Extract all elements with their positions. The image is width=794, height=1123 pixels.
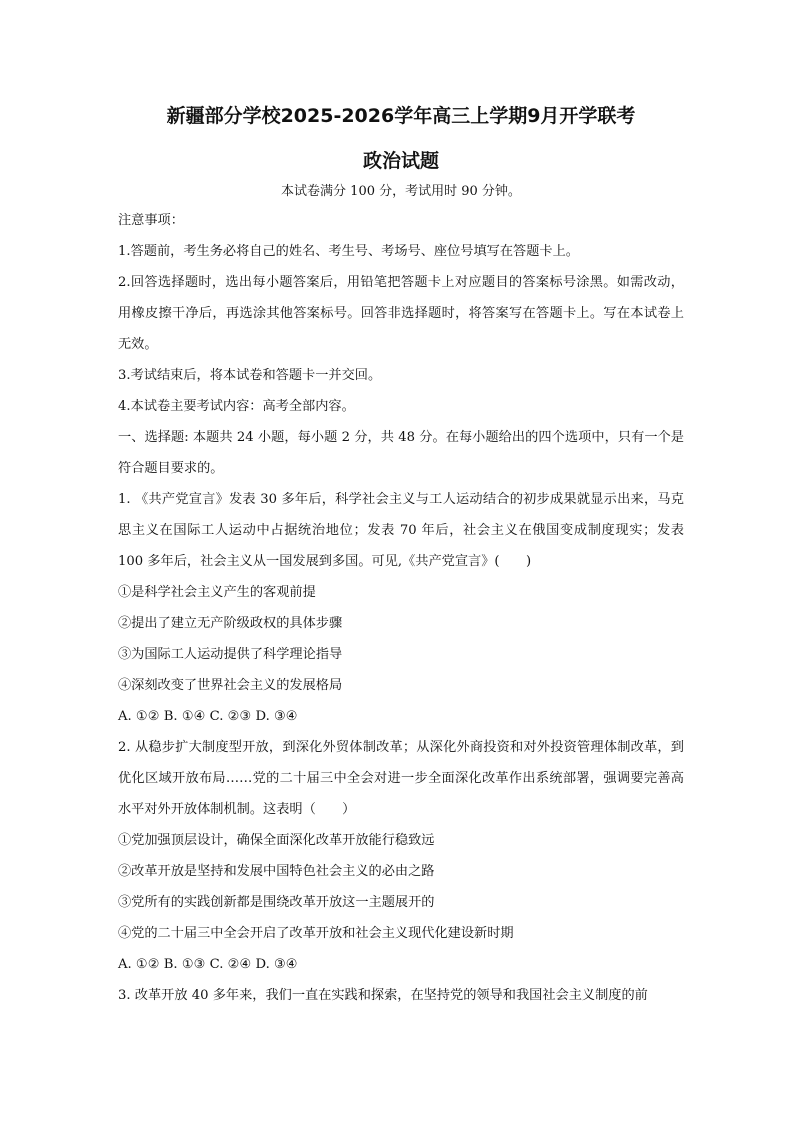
statement-item: ④党的二十届三中全会开启了改革开放和社会主义现代化建设新时期 xyxy=(118,926,514,941)
question-stem: 3. 改革开放 40 多年来，我们一直在实践和探索，在坚持党的领导和我国社会主义制度的前 xyxy=(118,988,648,1003)
note-item: 2.回答选择题时，选出每小题答案后，用铅笔把答题卡上对应题目的答案标号涂黑。如需改动，用橡皮擦干净后，再选涂其他答案标号。回答非选择题时，将答案写在答题卡上。写在本试卷上无效。 xyxy=(118,275,684,352)
exam-info: 本试卷满分 100 分，考试用时 90 分钟。 xyxy=(281,184,521,199)
answer-options: A. ①② B. ①③ C. ②④ D. ③④ xyxy=(118,957,298,972)
statement-item: ②改革开放是坚持和发展中国特色社会主义的必由之路 xyxy=(118,864,435,879)
question-stem: 2. 从稳步扩大制度型开放，到深化外贸体制改革；从深化外商投资和对外投资管理体制改革，到优化区域开放布局……党的二十届三中全会对进一步全面深化改革作出系统部署，强调要完善高水平对外开放体制机制。这表明（ ） xyxy=(118,740,684,817)
exam-subject: 政治试题 xyxy=(362,150,439,172)
answer-options: A. ①② B. ①④ C. ②③ D. ③④ xyxy=(118,709,298,724)
statement-item: ④深刻改变了世界社会主义的发展格局 xyxy=(118,678,343,693)
statement-item: ③党所有的实践创新都是围绕改革开放这一主题展开的 xyxy=(118,895,435,910)
statement-item: ②提出了建立无产阶级政权的具体步骤 xyxy=(118,616,343,631)
question-1 xyxy=(118,484,684,732)
note-item: 1.答题前，考生务必将自己的姓名、考生号、考场号、座位号填写在答题卡上。 xyxy=(118,244,579,259)
statement-item: ①党加强顶层设计，确保全面深化改革开放能行稳致远 xyxy=(118,833,435,848)
question-2 xyxy=(118,732,684,980)
exam-title: 新疆部分学校2025-2026学年高三上学期9月开学联考 xyxy=(166,105,636,127)
note-item: 3.考试结束后，将本试卷和答题卡一并交回。 xyxy=(118,368,382,383)
section-heading: 一、选择题: 本题共 24 小题，每小题 2 分，共 48 分。在每小题给出的四个选项中，只有一个是符合题目要求的。 xyxy=(118,430,684,476)
question-3 xyxy=(118,980,684,1011)
statement-item: ①是科学社会主义产生的客观前提 xyxy=(118,585,316,600)
question-stem: 1. 《共产党宣言》发表 30 多年后，科学社会主义与工人运动结合的初步成果就显示出来，马克思主义在国际工人运动中占据统治地位；发表 70 年后，社会主义在俄国变成制度现实；发表 100 多年后，社会主义从一国发展到多国。可见,《共产党宣言》( ) xyxy=(118,492,684,569)
statement-item: ③为国际工人运动提供了科学理论指导 xyxy=(118,647,343,662)
exam-page xyxy=(118,98,684,1011)
note-item: 4.本试卷主要考试内容：高考全部内容。 xyxy=(118,399,355,414)
notes-heading: 注意事项： xyxy=(118,213,184,228)
notes-block xyxy=(118,205,684,422)
